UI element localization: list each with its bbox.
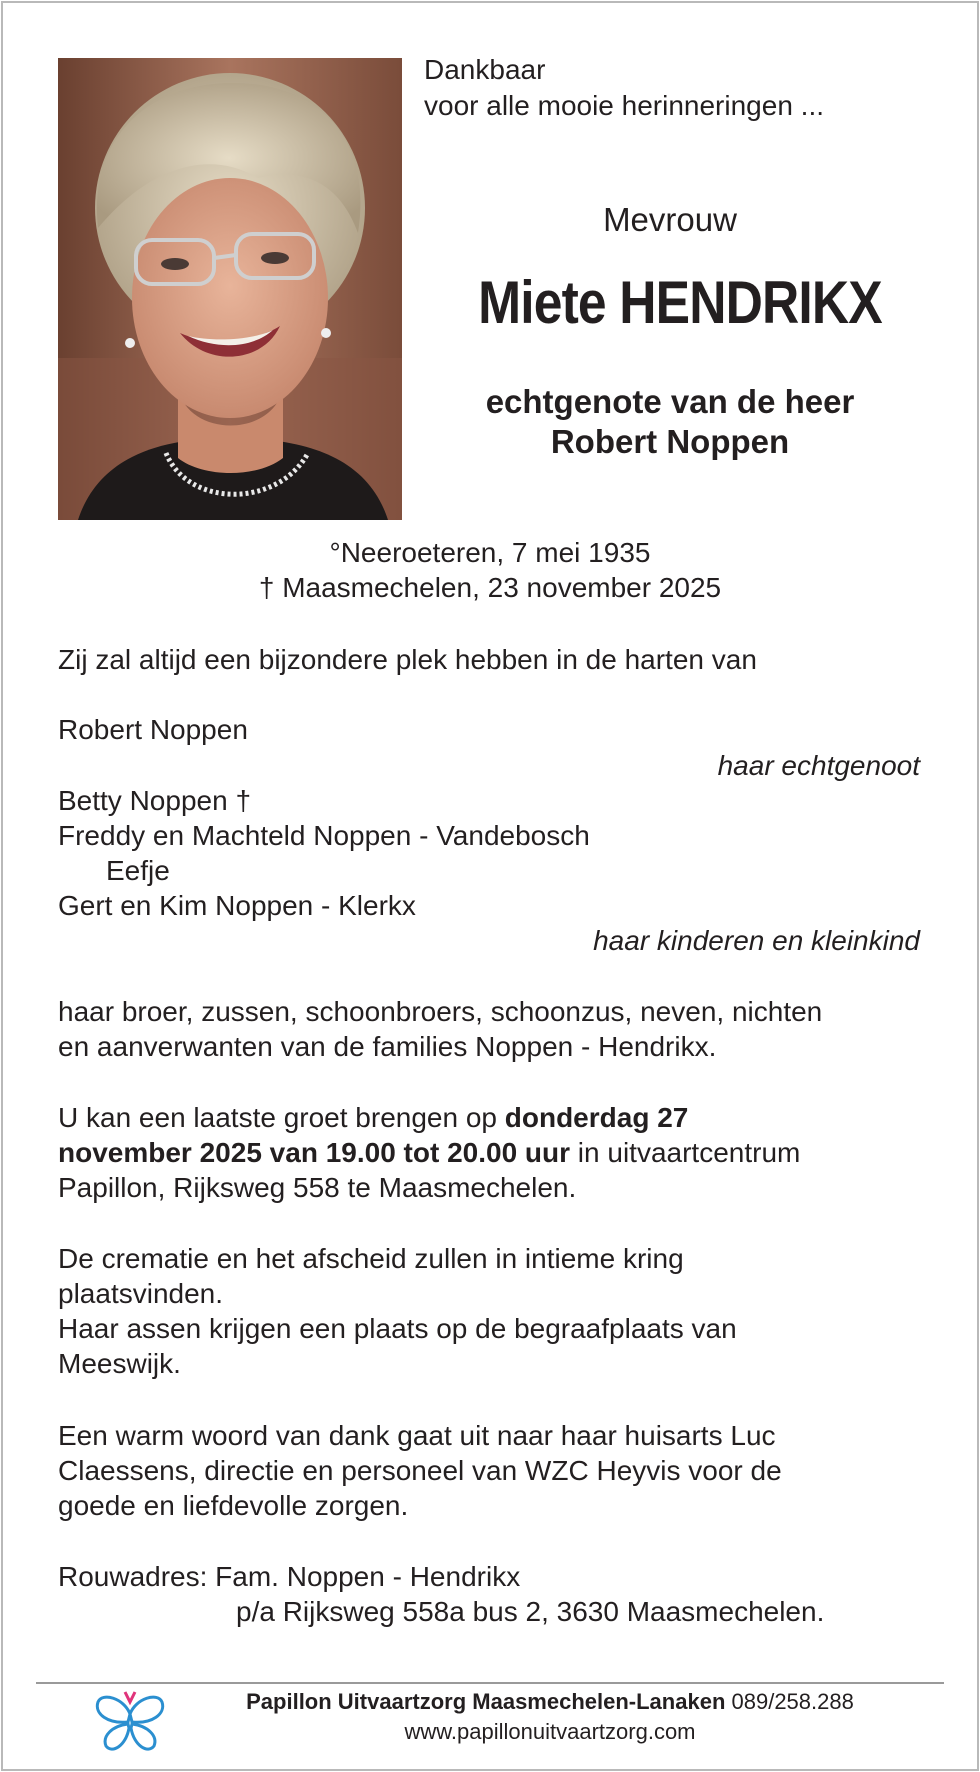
birth-date: °Neeroeteren, 7 mei 1935: [329, 537, 651, 568]
ceremony-line-1: De crematie en het afscheid zullen in intieme kring: [58, 1243, 684, 1274]
spouse-line-1: echtgenote van de heer: [485, 383, 855, 420]
visitation-line-1: [58, 1100, 688, 1136]
salutation: Mevrouw: [603, 201, 737, 238]
footer-company: Papillon Uitvaartzorg Maasmechelen-Lanaken: [246, 1689, 726, 1714]
death-date: † Maasmechelen, 23 november 2025: [258, 572, 722, 603]
visitation-line-2: [58, 1135, 800, 1171]
thanks-text-1: Een warm woord van dank gaat uit naar haar huisarts Luc: [58, 1420, 776, 1451]
footer-divider: [36, 1682, 944, 1684]
thanks-text-2: Claessens, directie en personeel van WZC Heyvis voor de: [58, 1455, 782, 1486]
child-3: Gert en Kim Noppen - Klerkx: [58, 890, 416, 921]
deceased-name: Miete HENDRIKX: [478, 269, 882, 336]
ceremony-line-3: Haar assen krijgen een plaats op de begraafplaats van: [58, 1313, 737, 1344]
footer-company-line: [180, 1688, 920, 1716]
spouse-role: haar echtgenoot: [717, 750, 920, 781]
thanks-line-1: Dankbaar: [424, 54, 546, 85]
grandchild: Eefje: [106, 855, 170, 886]
visitation-suffix: in uitvaartcentrum: [570, 1137, 801, 1168]
ceremony-line-4: Meeswijk.: [58, 1348, 181, 1379]
address-line-2: p/a Rijksweg 558a bus 2, 3630 Maasmechelen.: [236, 1596, 825, 1627]
address-line-1: Rouwadres: Fam. Noppen - Hendrikx: [58, 1561, 521, 1592]
visitation-line-3: Papillon, Rijksweg 558 te Maasmechelen.: [58, 1172, 577, 1203]
ceremony-line-2: plaatsvinden.: [58, 1278, 224, 1309]
relatives-line-2: en aanverwanten van de families Noppen - Hendrikx.: [58, 1031, 717, 1062]
footer-website[interactable]: www.papillonuitvaartzorg.com: [404, 1719, 696, 1744]
portrait-illustration: [58, 58, 402, 520]
spouse-name: Robert Noppen: [58, 714, 248, 745]
child-1: Betty Noppen †: [58, 785, 252, 816]
visitation-date: donderdag 27: [504, 1102, 689, 1133]
visitation-prefix: U kan een laatste groet brengen op: [58, 1102, 505, 1133]
thanks-text-3: goede en liefdevolle zorgen.: [58, 1490, 409, 1521]
spouse-line-2: Robert Noppen: [550, 423, 790, 460]
relatives-line-1: haar broer, zussen, schoonbroers, schoonzus, neven, nichten: [58, 996, 823, 1027]
child-2: Freddy en Machteld Noppen - Vandebosch: [58, 820, 590, 851]
visitation-time: november 2025 van 19.00 tot 20.00 uur: [58, 1137, 571, 1168]
footer-phone: 089/258.288: [725, 1689, 854, 1714]
butterfly-logo-icon: [94, 1688, 166, 1754]
intro-text: Zij zal altijd een bijzondere plek hebben in de harten van: [58, 644, 757, 675]
thanks-line-2: voor alle mooie herinneringen ...: [424, 90, 825, 121]
portrait-photo: [58, 58, 402, 520]
children-role: haar kinderen en kleinkind: [593, 925, 920, 956]
